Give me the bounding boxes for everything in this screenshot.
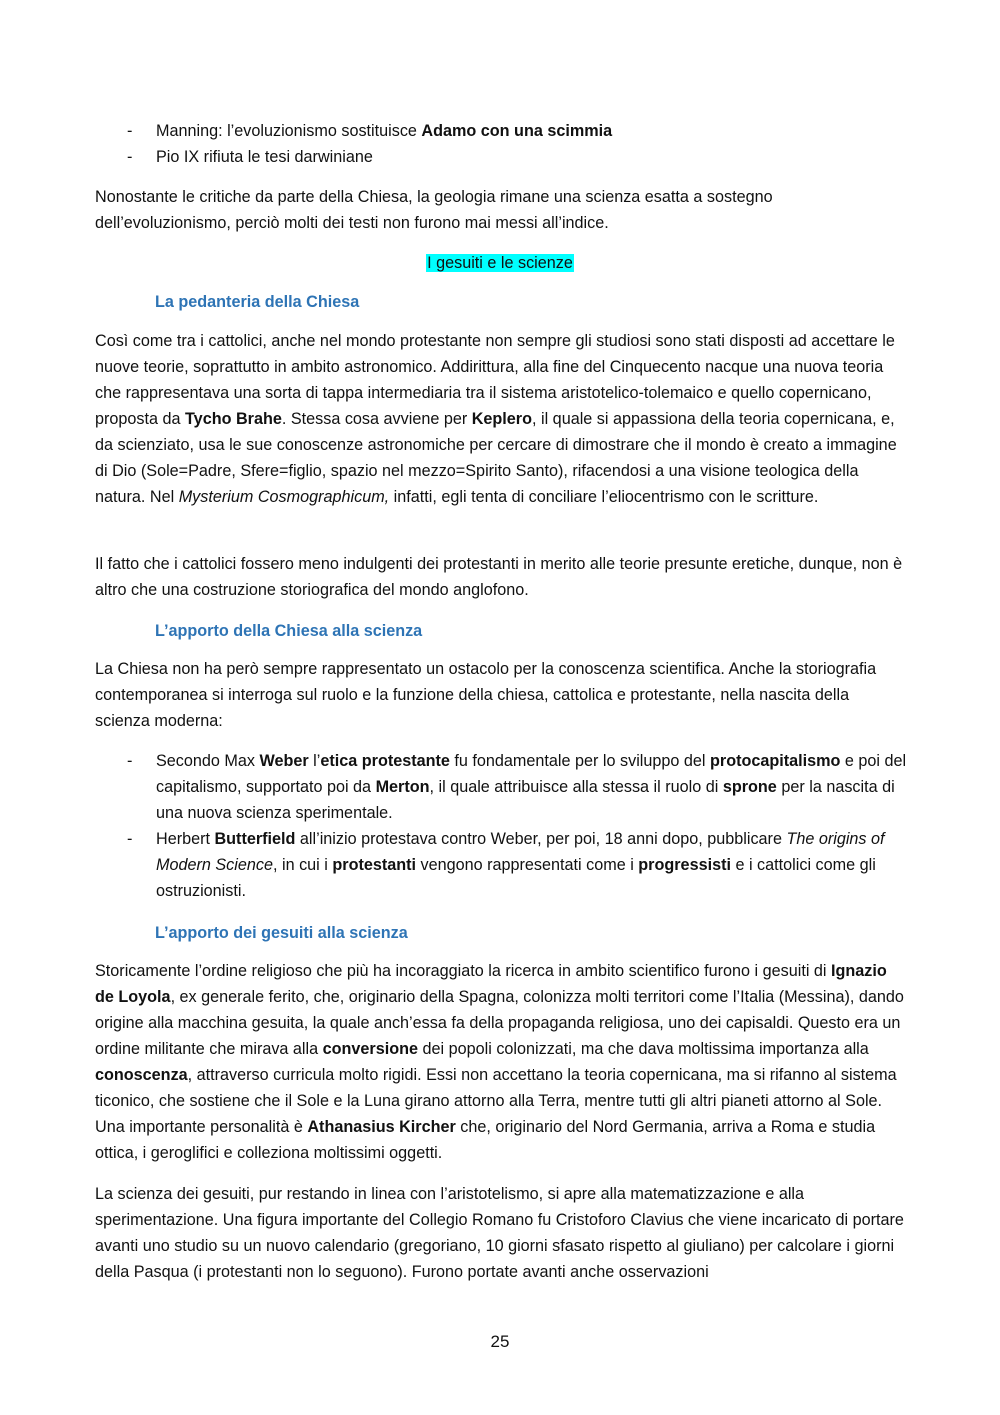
text-run: fu fondamentale per lo sviluppo del [449,752,710,770]
paragraph [95,958,907,1166]
text-run: Manning: l’evoluzionismo sostituisce [156,122,422,140]
paragraph [95,656,907,734]
text-run: Il fatto che i cattolici fossero meno indulgenti dei protestanti in merito alle teorie presunte eretiche, dunque, non è altro che una costruzione storiografica del mondo anglofono. [95,555,903,599]
text-run: , il quale si appassiona della teoria copernicana, e, da scienziato, usa le sue conoscenze astronomiche per cercare di dimostrare che il mondo è creato a immagine di Dio (Sole=Padre, Sfere=figlio, spazio nel mezzo=Spirito Santo), rifacendosi a una visione teologica della natura. Nel [95,410,897,506]
list-item [95,826,915,904]
list-item-text [156,118,915,144]
page-number: 25 [490,1332,510,1351]
bold-text: Ignazio de Loyola [95,962,887,1006]
text-run: Secondo Max [156,752,260,770]
text-run: all’inizio protestava contro Weber, per poi, 18 anni dopo, pubblicare [295,830,787,848]
text-run: infatti, egli tenta di conciliare l’eliocentrismo con le scritture. [389,488,819,506]
text-run: vengono rappresentati come i [416,856,639,874]
bullet-dash: - [127,830,133,848]
text-run: . Stessa cosa avviene per [281,410,472,428]
text-run: La scienza dei gesuiti, pur restando in linea con l’aristotelismo, si apre alla matematizzazione e alla sperimentazione. Una figura importante del Collegio Romano fu Cristoforo Clavius che viene incaricato di portare avanti uno studio su un nuovo calendario (gregoriano, 10 giorni sfasato rispetto al giuliano) per calcolare i giorni della Pasqua (i protestanti non lo seguono). Furono portate avanti anche osservazioni [95,1185,904,1281]
list-item-text [156,826,915,904]
italic-text: The origins of Modern Science [156,830,885,874]
bold-text: Adamo con una scimmia [421,122,613,140]
bullet-list-top [95,118,915,170]
text-run: e poi del capitalismo, supportato poi da [156,752,907,796]
subheading: La pedanteria della Chiesa [155,293,360,311]
text-run: Pio IX rifiuta le tesi darwiniane [156,148,373,166]
bullet-dash: - [127,752,133,770]
text-run: dei popoli colonizzati, ma che dava moltissima importanza alla [418,1040,869,1058]
subheading: L’apporto dei gesuiti alla scienza [155,924,408,942]
section-title-text: I gesuiti e le scienze [427,254,573,272]
bold-text: Butterfield [214,830,296,848]
list-item-text [156,144,915,170]
text-run: , in cui i [272,856,333,874]
text-run: che, originario del Nord Germania, arriva a Roma e studia ottica, i geroglifici e colleziona moltissimi oggetti. [95,1118,876,1162]
bullet-list-mid [95,748,915,904]
bold-text: Weber [259,752,309,770]
bold-text: protestanti [332,856,417,874]
bold-text: progressisti [638,856,731,874]
bold-text: Athanasius Kircher [307,1118,456,1136]
text-run: e i cattolici come gli ostruzionisti. [156,856,876,900]
list-item [95,748,915,826]
bullet-dash: - [127,122,133,140]
text-run: , attraverso curricula molto rigidi. Essi non accettano la teoria copernicana, ma si rifanno al sistema ticonico, che sostiene che il Sole e la Luna girano attorno alla Terra, mentre tutti gli altri pianeti attorno al Sole. Una importante personalità è [95,1066,897,1136]
text-run: La Chiesa non ha però sempre rappresentato un ostacolo per la conoscenza scientifica. Anche la storiografia contemporanea si interroga sul ruolo e la funzione della chiesa, cattolica e protestante, nella nascita della scienza moderna: [95,660,877,730]
text-run: , il quale attribuisce alla stessa il ruolo di [429,778,723,796]
bold-text: protocapitalismo [710,752,841,770]
text-run: Storicamente l’ordine religioso che più ha incoraggiato la ricerca in ambito scientifico furono i gesuiti di [95,962,832,980]
section-title [0,250,1000,276]
paragraph [95,328,907,510]
paragraph [95,551,907,603]
italic-text: Mysterium Cosmographicum, [178,488,390,506]
text-run: Così come tra i cattolici, anche nel mondo protestante non sempre gli studiosi sono stati disposti ad accettare le nuove teorie, soprattutto in ambito astronomico. Addirittura, alla fine del Cinquecento nacque una nuova teoria che rappresentava una sorta di tappa intermediaria tra il sistema aristotelico-tolemaico e quello copernicano, proposta da [95,332,895,428]
bold-text: Tycho Brahe [185,410,282,428]
paragraph [95,184,907,236]
bold-text: etica protestante [320,752,450,770]
text-run: l’ [308,752,321,770]
list-item-text [156,748,915,826]
bold-text: Merton [375,778,430,796]
text-run: Herbert [156,830,215,848]
subheading: L’apporto della Chiesa alla scienza [155,622,423,640]
list-item [95,118,915,144]
text-run: per la nascita di una nuova scienza sperimentale. [156,778,895,822]
bold-text: conversione [322,1040,419,1058]
bold-text: sprone [722,778,777,796]
list-item [95,144,915,170]
text-run: Nonostante le critiche da parte della Chiesa, la geologia rimane una scienza esatta a sostegno dell’evoluzionismo, perciò molti dei testi non furono mai messi all’indice. [95,188,773,232]
text-run: , ex generale ferito, che, originario della Spagna, colonizza molti territori come l’Italia (Messina), dando origine alla macchina gesuita, la quale anch’essa fa della propaganda religiosa, uno dei capisaldi. Questo era un ordine militante che mirava alla [95,988,904,1058]
bold-text: Keplero [471,410,532,428]
bold-text: conoscenza [95,1066,188,1084]
paragraph [95,1181,907,1285]
bullet-dash: - [127,148,133,166]
